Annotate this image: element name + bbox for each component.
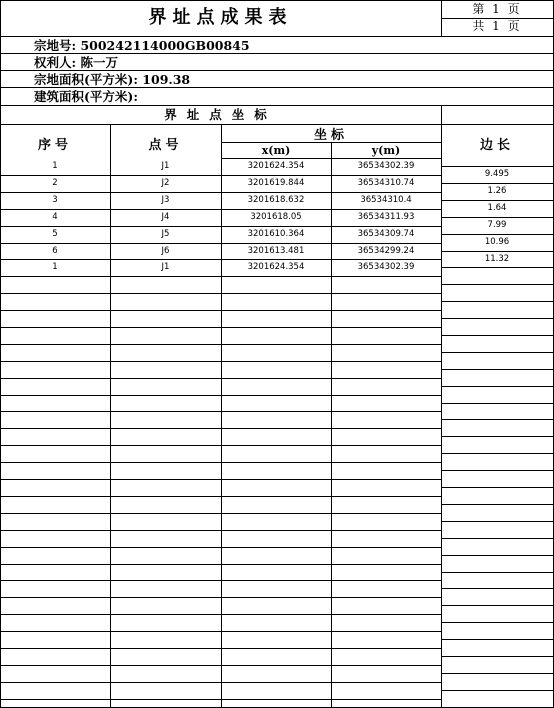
edge-length: 7.99 xyxy=(487,220,507,230)
table-cell-y: 36534310.4 xyxy=(360,195,412,205)
col-header-x: x(m) xyxy=(261,144,291,157)
col-header-seq: 序号 xyxy=(37,138,72,153)
table-cell-point: J6 xyxy=(161,246,170,256)
table-cell-x: 3201613.481 xyxy=(247,246,305,256)
table-cell-seq: 6 xyxy=(52,246,58,256)
parcel-number: 宗地号: 500242114000GB00845 xyxy=(34,38,250,53)
table-cell-point: J1 xyxy=(161,262,170,272)
page-number: 第 1 页 xyxy=(472,2,522,16)
building-area: 建筑面积(平方米): xyxy=(34,89,138,104)
table-cell-x: 3201618.05 xyxy=(250,212,302,222)
table-cell-x: 3201624.354 xyxy=(247,262,305,272)
table-cell-seq: 5 xyxy=(52,229,58,239)
table-cell-seq: 2 xyxy=(52,178,58,188)
owner-name: 权利人: 陈一万 xyxy=(34,55,118,70)
table-cell-x: 3201618.632 xyxy=(247,195,305,205)
table-cell-y: 36534310.74 xyxy=(357,178,415,188)
col-header-coord: 坐标 xyxy=(313,128,348,143)
table-cell-y: 36534311.93 xyxy=(357,212,415,222)
table-cell-x: 3201619.844 xyxy=(247,178,305,188)
table-cell-seq: 1 xyxy=(52,262,58,272)
table-cell-point: J1 xyxy=(161,161,170,171)
section-title: 界址点坐标 xyxy=(164,107,277,122)
col-header-y: y(m) xyxy=(371,144,401,157)
table-cell-y: 36534302.39 xyxy=(357,161,415,171)
table-cell-y: 36534299.24 xyxy=(357,246,415,256)
page-total: 共 1 页 xyxy=(472,19,522,33)
edge-length: 1.26 xyxy=(487,186,507,196)
table-cell-x: 3201610.364 xyxy=(247,229,305,239)
parcel-area: 宗地面积(平方米): 109.38 xyxy=(34,72,191,87)
col-header-edge: 边长 xyxy=(479,138,514,153)
table-cell-seq: 3 xyxy=(52,195,58,205)
edge-length: 11.32 xyxy=(484,254,510,264)
table-cell-point: J4 xyxy=(161,212,170,222)
table-cell-seq: 1 xyxy=(52,161,58,171)
table-cell-x: 3201624.354 xyxy=(247,161,305,171)
edge-length: 1.64 xyxy=(487,203,507,213)
table-cell-point: J3 xyxy=(161,195,170,205)
col-header-point: 点号 xyxy=(148,138,183,153)
page-title: 界址点成果表 xyxy=(148,7,293,28)
table-cell-y: 36534302.39 xyxy=(357,262,415,272)
table-cell-point: J2 xyxy=(161,178,170,188)
table-cell-seq: 4 xyxy=(52,212,58,222)
table-cell-point: J5 xyxy=(161,229,170,239)
table-cell-y: 36534309.74 xyxy=(357,229,415,239)
edge-length: 9.495 xyxy=(484,169,510,179)
edge-length: 10.96 xyxy=(484,237,510,247)
